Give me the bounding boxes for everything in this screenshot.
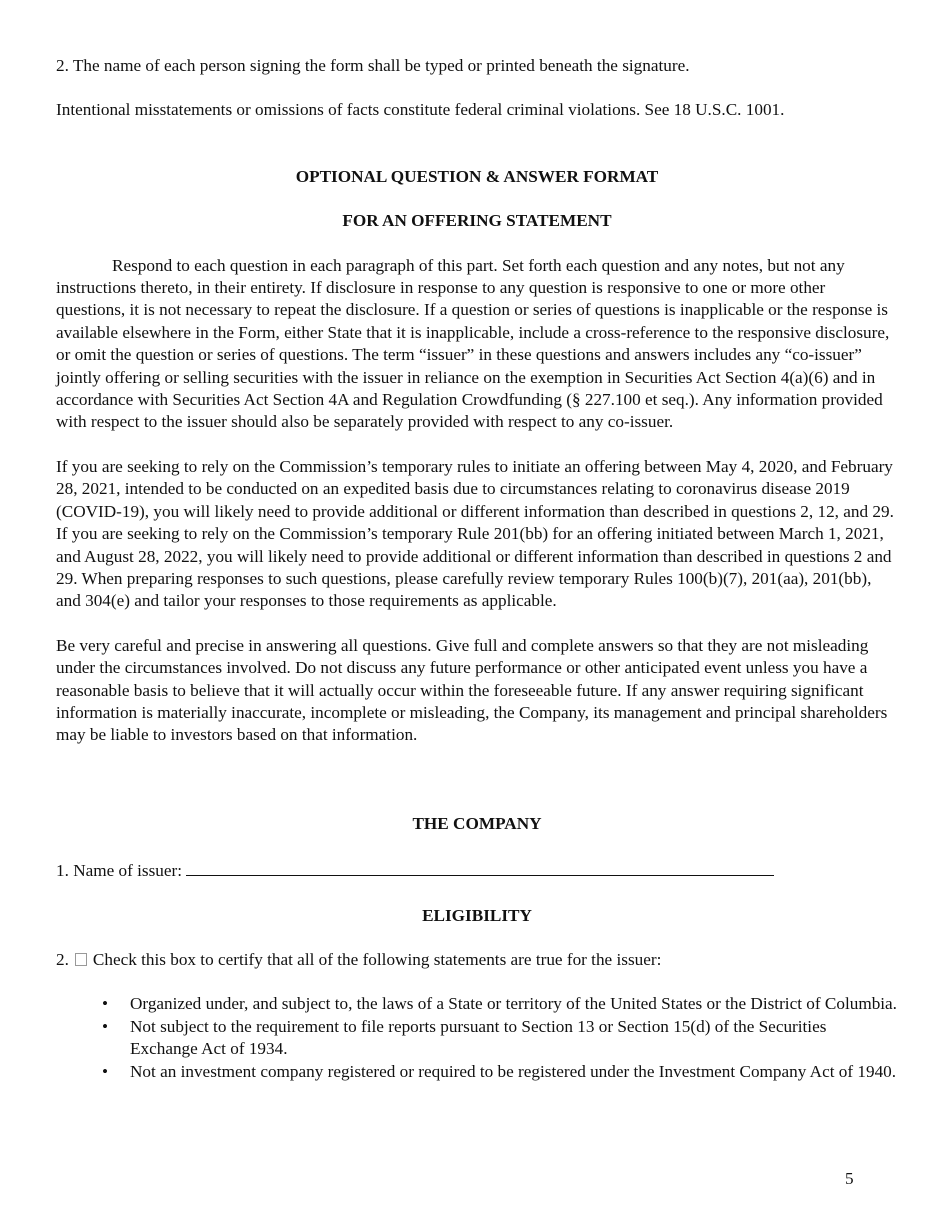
question-2-number: 2. <box>56 949 69 969</box>
page-number: 5 <box>845 1169 854 1188</box>
question-1-name-of-issuer <box>56 857 898 882</box>
heading-eligibility: ELIGIBILITY <box>422 905 532 925</box>
question-2-eligibility-certification <box>56 949 898 971</box>
document-page <box>56 55 898 1083</box>
eligibility-statement-text: Not an investment company registered or required to be registered under the Investment Company Act of 1940. <box>130 1061 897 1081</box>
eligibility-statement-text: Not subject to the requirement to file reports pursuant to Section 13 or Section 15(d) of the Securities Exchange Act of 1934. <box>130 1016 827 1059</box>
criminal-violation-warning: Intentional misstatements or omissions of facts constitute federal criminal violations. See 18 U.S.C. 1001. <box>56 100 785 120</box>
instruction-item-2: 2. The name of each person signing the form shall be typed or printed beneath the signature. <box>56 56 690 75</box>
paragraph-respond-instructions: Respond to each question in each paragraph of this part. Set forth each question and any notes, but not any instructions thereto, in their entirety. If disclosure in response to any question is responsive to one or more other questions, it is not necessary to repeat the disclosure. If a question or series of questions is inapplicable or the response is available elsewhere in the Form, either State that it is inapplicable, include a cross-reference to the responsive disclosure, or omit the question or series of questions. The term “issuer” in these questions and answers includes any “co-issuer” jointly offering or selling securities with the issuer in reliance on the exemption in Securities Act Section 4(a)(6) and in accordance with Securities Act Section 4A and Regulation Crowdfunding (§ 227.100 et seq.). Any information provided with respect to the issuer should also be separately provided with respect to any co-issuer. <box>56 255 890 432</box>
issuer-name-field[interactable] <box>186 857 774 876</box>
heading-the-company: THE COMPANY <box>412 813 542 833</box>
bullet-icon: • <box>102 1061 109 1081</box>
issuer-name-label: 1. Name of issuer: <box>56 861 183 881</box>
eligibility-statements-list <box>56 993 898 1083</box>
heading-optional-format: OPTIONAL QUESTION & ANSWER FORMAT <box>295 166 659 186</box>
eligibility-statement-text: Organized under, and subject to, the laws of a State or territory of the United States or the District of Columbia. <box>130 994 897 1014</box>
paragraph-careful-answers: Be very careful and precise in answering all questions. Give full and complete answers so that they are not misleading under the circumstances involved. Do not discuss any future performance or other anticipated event unless you have a reasonable basis to believe that it will actually occur within the foreseeable future. If any answer requiring significant information is materially inaccurate, incomplete or misleading, the Company, its management and principal shareholders may be liable to investors based on that information. <box>56 635 888 745</box>
list-item <box>56 1016 898 1061</box>
list-item <box>56 1061 898 1083</box>
bullet-icon: • <box>102 1016 109 1036</box>
heading-offering-statement: FOR AN OFFERING STATEMENT <box>342 211 612 231</box>
eligibility-checkbox[interactable] <box>75 953 87 966</box>
question-2-text: Check this box to certify that all of the following statements are true for the issuer: <box>92 949 662 969</box>
paragraph-covid-temporary-rules: If you are seeking to rely on the Commission’s temporary rules to initiate an offering between May 4, 2020, and February 28, 2021, intended to be conducted on an expedited basis due to circumstances relating to coronavirus disease 2019 (COVID-19), you will likely need to provide additional or different information than described in questions 2, 12, and 29. If you are seeking to rely on the Commission’s temporary Rule 201(bb) for an offering initiated between March 1, 2021, and August 28, 2022, you will likely need to provide additional or different information than described in questions 2 and 29. When preparing responses to such questions, please carefully review temporary Rules 100(b)(7), 201(aa), 201(bb), and 304(e) and tailor your responses to those requirements as applicable. <box>56 456 894 611</box>
bullet-icon: • <box>102 994 109 1014</box>
list-item <box>56 993 898 1015</box>
